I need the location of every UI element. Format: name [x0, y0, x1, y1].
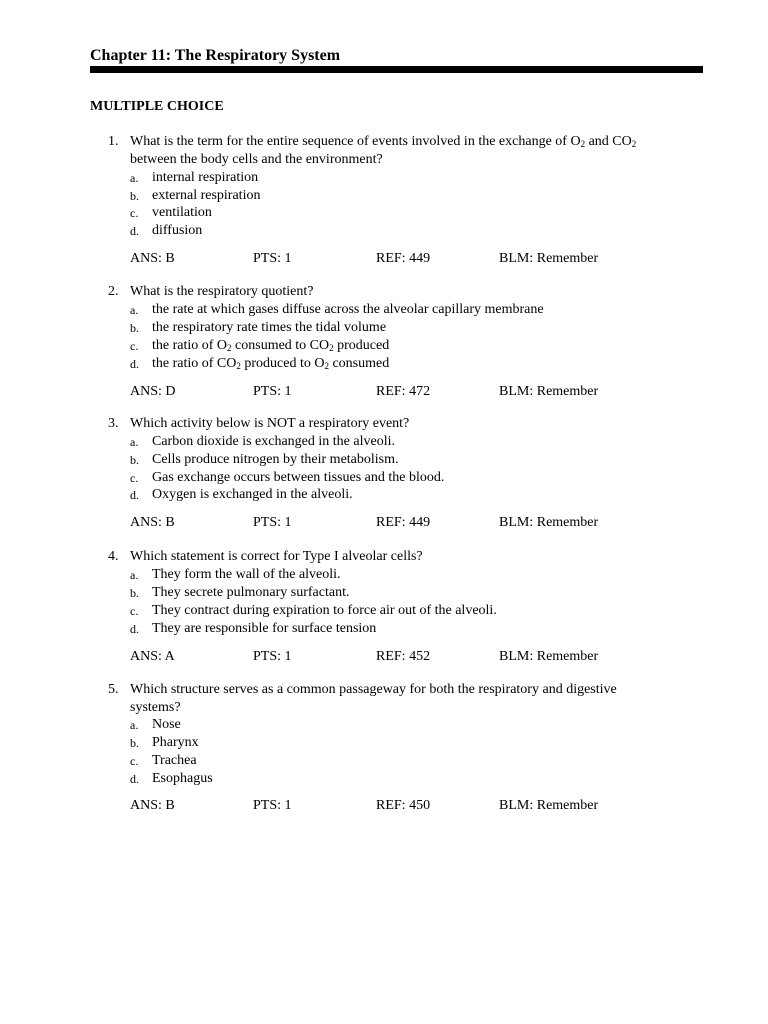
answer-key: ANS: B	[130, 515, 175, 530]
blooms-level: BLM: Remember	[499, 251, 599, 266]
reference: REF: 450	[376, 798, 431, 813]
reference: REF: 449	[376, 515, 431, 530]
blooms-level: BLM: Remember	[499, 384, 599, 399]
question-text: Which structure serves as a common passageway for both the respiratory and digestive systems?	[130, 682, 617, 715]
title-rule	[90, 66, 703, 73]
question-number: 1.	[108, 134, 119, 149]
section-heading: MULTIPLE CHOICE	[90, 99, 224, 114]
reference: REF: 449	[376, 251, 431, 266]
question-text: What is the term for the entire sequence of events involved in the exchange of $O_2$ and $CO_2$ between the body cells and the environment?	[130, 134, 637, 167]
answer-key: ANS: D	[130, 384, 176, 399]
reference: REF: 452	[376, 649, 431, 664]
question-number: 2.	[108, 284, 119, 299]
points: PTS: 1	[253, 798, 292, 813]
points: PTS: 1	[253, 384, 292, 399]
question-text: What is the respiratory quotient?	[130, 284, 314, 299]
chapter-title: Chapter 11: The Respiratory System	[90, 47, 341, 64]
points: PTS: 1	[253, 251, 292, 266]
points: PTS: 1	[253, 515, 292, 530]
question-number: 5.	[108, 682, 119, 697]
points: PTS: 1	[253, 649, 292, 664]
blooms-level: BLM: Remember	[499, 649, 599, 664]
answer-key: ANS: B	[130, 251, 175, 266]
reference: REF: 472	[376, 384, 431, 399]
blooms-level: BLM: Remember	[499, 515, 599, 530]
answer-key: ANS: B	[130, 798, 175, 813]
question-text: Which activity below is NOT a respiratory event?	[130, 416, 410, 431]
question-number: 4.	[108, 549, 119, 564]
blooms-level: BLM: Remember	[499, 798, 599, 813]
answer-key: ANS: A	[130, 649, 175, 664]
question-number: 3.	[108, 416, 119, 431]
question-text: Which statement is correct for Type I alveolar cells?	[130, 549, 423, 564]
document-page: Chapter 11: The Respiratory System MULTIPLE CHOICE 1. What is the term for the entire sequence of events involved in the exchange of $O_2$ and $CO_2$ between the body cells and the environment? a. internal respiration b. external respiration c. ventilation d. diffusion ANS: B PTS: 1 REF: 449 BLM: Remember 2. What is the respiratory quotient? a. the rate at which gases diffuse across the alveolar capillary membrane b. the respiratory rate times the tidal volume c. the ratio of $O_2$ consumed to $CO_2$ produced d. the ratio of $CO_2$ produced to $O_2$ consumed ANS: D PTS: 1 REF: 472 BLM: Remember 3. Which activity below is NOT a respiratory event? a. Carbon dioxide is exchanged in the alveoli. b. Cells produce nitrogen by their metabolism. c. Gas exchange occurs between tissues and the blood. d. Oxygen is exchanged in the alveoli. ANS: B PTS: 1 REF: 449 BLM: Remember 4. Which statement is correct for Type I alveolar cells? a. They form the wall of the alveoli. b. They secrete pulmonary surfactant. c. They contract during expiration to force air out of the alveoli. d. They are responsible for surface tension ANS: A PTS: 1 REF: 452 BLM: Remember 5. Which structure serves as a common passageway for both the respiratory and digestive systems? a. Nose b. Pharynx c. Trachea d. Esophagus ANS: B PTS: 1 REF: 450 BLM: Remember	[0, 0, 768, 1024]
